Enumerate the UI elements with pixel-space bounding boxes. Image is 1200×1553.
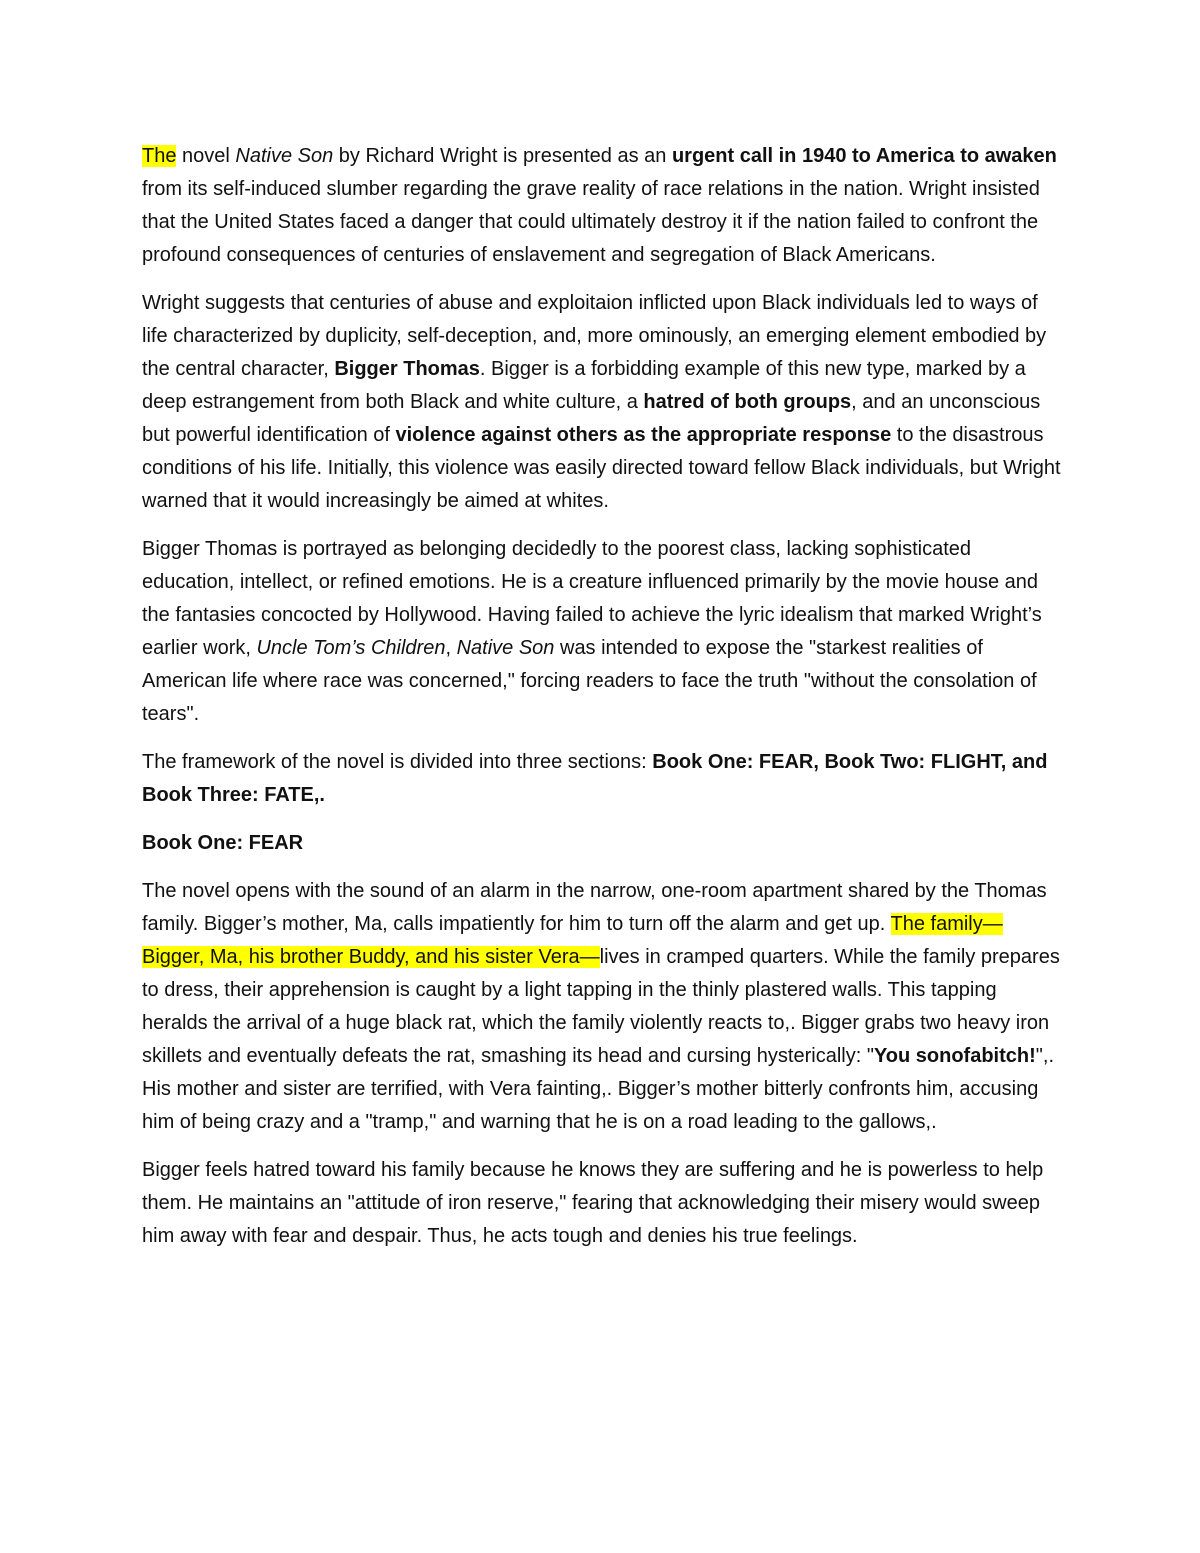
paragraph-intro [142,140,1062,272]
paragraph-framework [142,746,1062,812]
italic-title: Uncle Tom’s Children [256,637,446,659]
paragraph-bigger-thomas [142,533,1062,731]
body-text: ",. His mother and sister are terrified, with Vera fainting,. Bigger’s mother bitterly confronts him, accusing him of being crazy and a "tramp," and warning that he is on a road leading to the gallows,. [142,1045,1054,1133]
body-text: lives in cramped quarters. While the family prepares to dress, their apprehension is caught by a light tapping in the thinly plastered walls. This tapping heralds the arrival of a huge black rat, which the family violently reacts to,. Bigger grabs two heavy iron skillets and eventually defeats the rat, smashing its head and cursing hysterically: " [142,946,1060,1067]
bold-text: hatred of both groups [643,391,852,413]
body-text: The framework of the novel is divided into three sections: [142,751,653,773]
body-text: by Richard Wright is presented as an [333,145,672,167]
body-text: novel [176,145,236,167]
bold-text: violence against others as the appropriate response [395,424,892,446]
italic-title: Native Son [456,637,555,659]
highlighted-text: The [142,145,177,167]
body-text: to the disastrous conditions of his life. Initially, this violence was easily directed toward fellow Black individuals, but Wright warned that it would increasingly be aimed at whites. [142,424,1061,512]
bold-text: You sonofabitch! [873,1045,1036,1067]
body-text: . Bigger is a forbidding example of this new type, marked by a deep estrangement from both Black and white culture, a [142,358,1026,413]
body-text: Wright suggests that centuries of abuse and exploitaion inflicted upon Black individuals led to ways of life characterized by duplicity, self-deception, and, more ominously, an emerging element embodied by the central character, [142,292,1047,380]
body-text: , [445,637,457,659]
body-text: Bigger feels hatred toward his family because he knows they are suffering and he is powerless to help them. He maintains an "attitude of iron reserve," fearing that acknowledging their misery would sweep him away with fear and despair. Thus, he acts tough and denies his true feelings. [142,1159,1044,1247]
body-text: , and an unconscious but powerful identification of [142,391,1041,446]
body-text: from its self-induced slumber regarding the grave reality of race relations in the nation. Wright insisted that the United States faced a danger that could ultimately destroy it if the nation failed to confront the profound consequences of centuries of enslavement and segregation of Black Americans. [142,178,1040,266]
bold-text: Bigger Thomas [334,358,480,380]
body-text: was intended to expose the "starkest realities of American life where race was concerned," forcing readers to face the truth "without the consolation of tears". [142,637,1037,725]
body-text: Bigger Thomas is portrayed as belonging decidedly to the poorest class, lacking sophisticated education, intellect, or refined emotions. He is a creature influenced primarily by the movie house and the fantasies concocted by Hollywood. Having failed to achieve the lyric idealism that marked Wright’s earlier work, [142,538,1042,659]
body-text: The novel opens with the sound of an alarm in the narrow, one-room apartment shared by the Thomas family. Bigger’s mother, Ma, calls impatiently for him to turn off the alarm and get up. [142,880,1047,935]
section-heading: Book One: FEAR [142,832,304,854]
bold-text: Book One: FEAR, Book Two: FLIGHT, and Book Three: FATE,. [142,751,1048,806]
highlighted-text: The family—Bigger, Ma, his brother Buddy, and his sister Vera— [142,913,1003,968]
paragraph-bigger-feels [142,1154,1062,1253]
paragraph-novel-opens [142,875,1062,1139]
bold-text: urgent call in 1940 to America to awaken [671,145,1057,167]
document-page [142,140,1062,1268]
italic-title: Native Son [235,145,334,167]
paragraph-wright-suggests [142,287,1062,518]
